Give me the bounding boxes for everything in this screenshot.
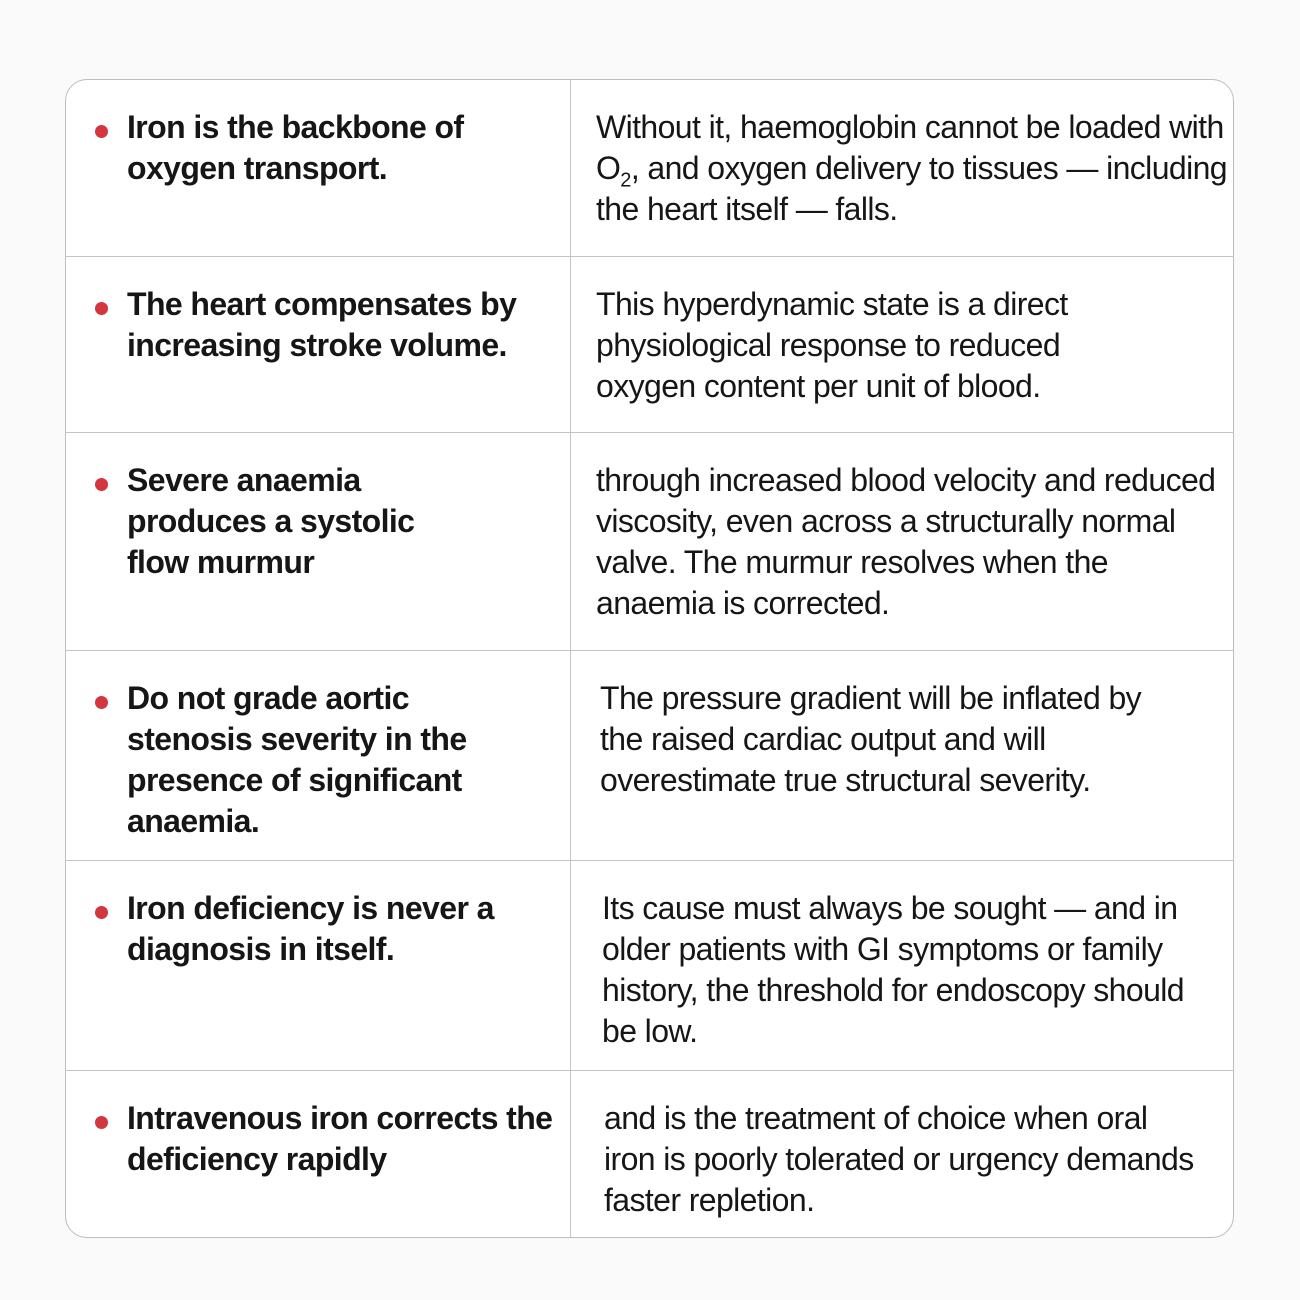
bullet-icon (95, 125, 108, 138)
table-row (66, 257, 1233, 433)
detail-text: Without it, haemoglobin cannot be loaded with $O_2$, and oxygen delivery to tissues — including the heart itself — falls. (596, 109, 1227, 227)
point-text: Iron is the backbone of oxygen transport. (127, 109, 464, 186)
point-text: Do not grade aortic stenosis severity in the presence of significant anaemia. (127, 680, 467, 839)
point-text: Severe anaemia produces a systolic flow murmur (127, 462, 415, 580)
detail-cell (571, 861, 1233, 1070)
detail-cell (571, 257, 1233, 432)
bullet-icon (95, 302, 108, 315)
table-row (66, 80, 1233, 257)
point-cell (66, 1071, 571, 1238)
table-row (66, 861, 1233, 1071)
table-row (66, 651, 1233, 861)
table-row (66, 433, 1233, 651)
point-cell (66, 651, 571, 860)
detail-cell (571, 651, 1233, 860)
point-cell (66, 861, 571, 1070)
point-text: Intravenous iron corrects the deficiency rapidly (127, 1100, 553, 1177)
detail-text: This hyperdynamic state is a direct physiological response to reduced oxygen content per unit of blood. (596, 286, 1068, 404)
detail-text: Its cause must always be sought — and in older patients with GI symptoms or family history, the threshold for endoscopy should be low. (602, 890, 1184, 1049)
table-row (66, 1071, 1233, 1238)
point-cell (66, 80, 571, 256)
detail-text: through increased blood velocity and reduced viscosity, even across a structurally normal valve. The murmur resolves when the anaemia is corrected. (596, 462, 1216, 621)
detail-text: The pressure gradient will be inflated by the raised cardiac output and will overestimate true structural severity. (600, 680, 1142, 798)
detail-cell (571, 1071, 1233, 1238)
point-text: The heart compensates by increasing stroke volume. (127, 286, 517, 363)
point-text: Iron deficiency is never a diagnosis in itself. (127, 890, 494, 967)
point-cell (66, 433, 571, 650)
bullet-icon (95, 696, 108, 709)
detail-cell (571, 80, 1233, 256)
point-cell (66, 257, 571, 432)
detail-cell (571, 433, 1233, 650)
key-points-table (65, 79, 1234, 1238)
bullet-icon (95, 906, 108, 919)
bullet-icon (95, 1116, 108, 1129)
bullet-icon (95, 478, 108, 491)
detail-text: and is the treatment of choice when oral iron is poorly tolerated or urgency demands faster repletion. (604, 1100, 1194, 1218)
